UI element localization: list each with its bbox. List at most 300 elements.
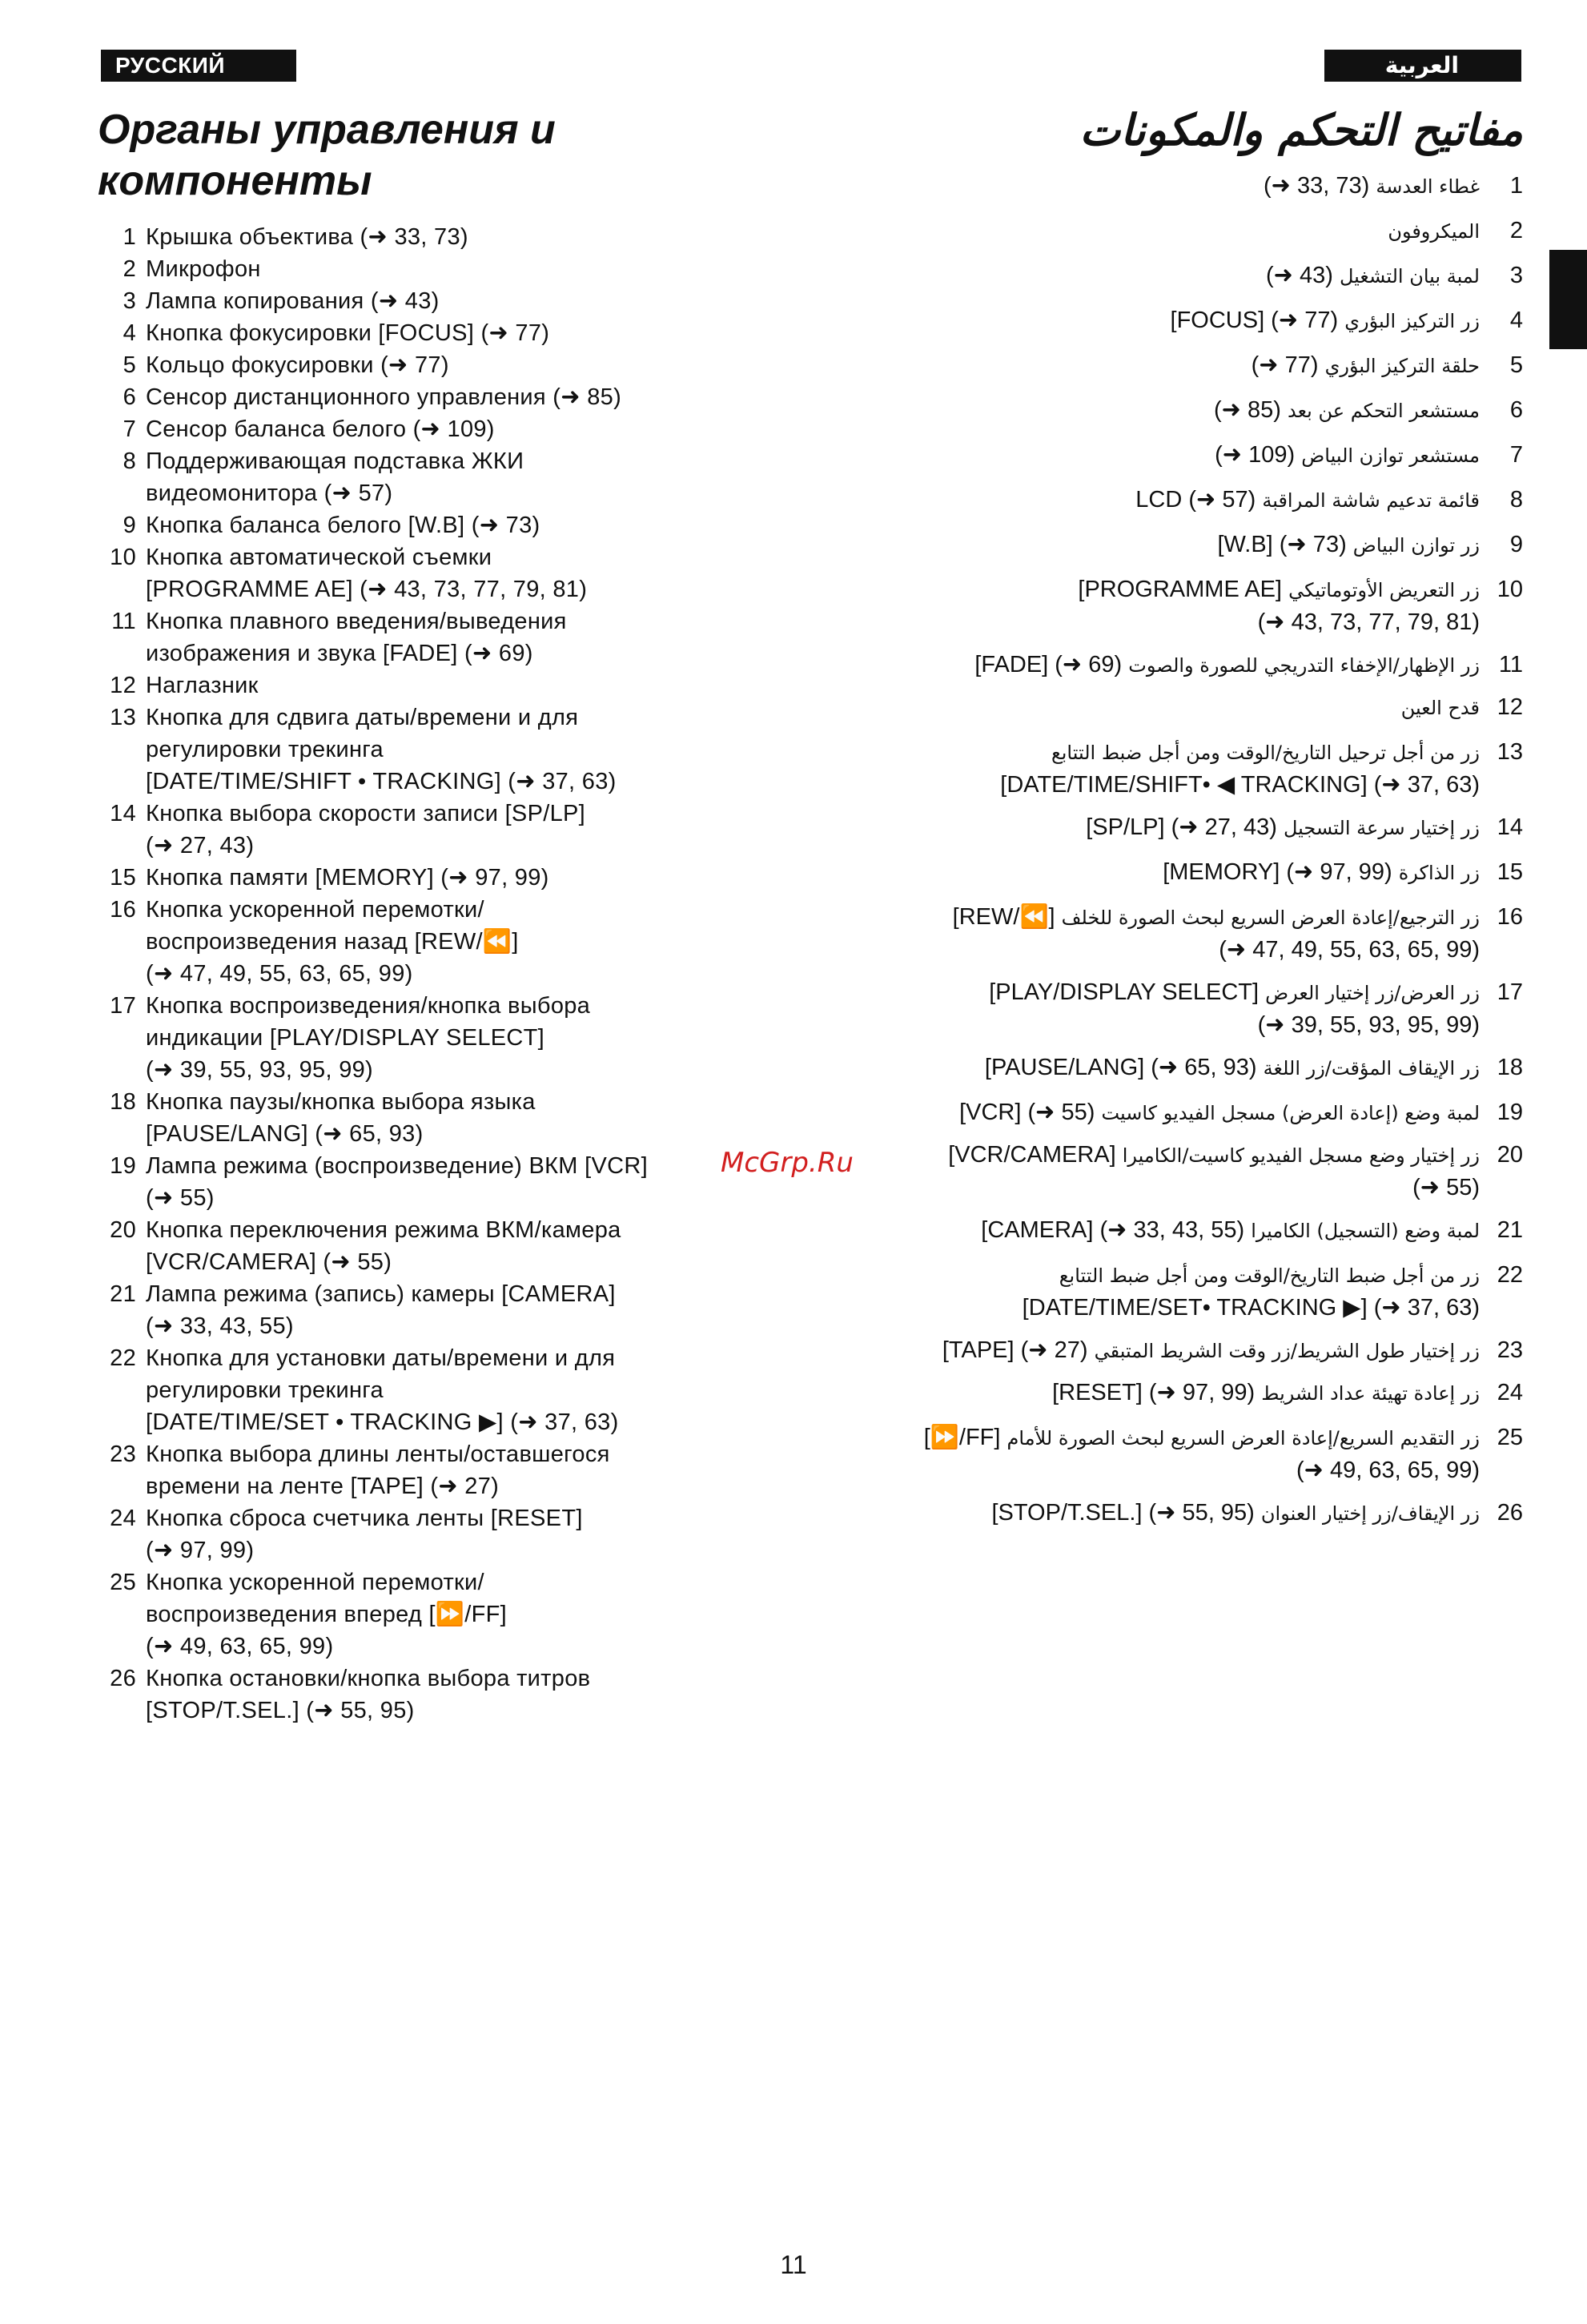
item-number: 15	[110, 865, 136, 891]
item-number: 20	[1497, 1142, 1523, 1168]
item-text-line	[1086, 814, 1480, 840]
item-text-line	[1412, 1175, 1480, 1200]
language-tab-arabic: العربية	[1324, 50, 1521, 82]
list-item	[834, 439, 1523, 472]
item-reference: [REW/⏪]	[952, 904, 1055, 930]
item-reference: [W.B] (➜ 73)	[1217, 532, 1347, 557]
list-item	[834, 1377, 1523, 1409]
list-item	[834, 1214, 1523, 1247]
item-arabic-label: لمبة وضع (إعادة العرض) مسجل الفيديو كاسيت	[1101, 1102, 1480, 1124]
item-arabic-label: زر الإيقاف المؤقت/زر اللغة	[1263, 1057, 1480, 1080]
item-text	[146, 669, 802, 702]
item-arabic-label: زر من أجل ترحيل التاريخ/الوقت ومن أجل ضبط التتابع	[1051, 742, 1480, 764]
item-text-line: [STOP/T.SEL.] (➜ 55, 95)	[146, 1698, 415, 1723]
item-number: 3	[123, 288, 136, 314]
item-text-line	[1059, 1262, 1480, 1288]
item-text	[146, 1438, 802, 1502]
list-item	[98, 1566, 898, 1663]
item-number: 6	[123, 384, 136, 410]
list-item	[98, 990, 898, 1086]
list-item	[98, 349, 898, 381]
item-text-line: (➜ 97, 99)	[146, 1538, 255, 1563]
item-text	[146, 1663, 802, 1727]
item-text-line	[1217, 532, 1480, 557]
item-reference: [FOCUS] (➜ 77)	[1170, 308, 1339, 333]
item-text-line: Сенсор дистанционного управления (➜ 85)	[146, 384, 622, 410]
item-number: 23	[1497, 1337, 1523, 1363]
item-number: 9	[1509, 532, 1523, 557]
item-reference: (➜ 33, 73)	[1264, 173, 1370, 199]
item-text	[834, 1051, 1494, 1084]
list-item	[98, 381, 898, 413]
item-text	[146, 349, 802, 381]
list-item	[98, 1502, 898, 1566]
item-text	[146, 1278, 802, 1342]
item-number: 26	[1497, 1500, 1523, 1526]
item-text	[834, 484, 1494, 517]
item-number: 13	[110, 705, 136, 730]
item-text	[834, 1377, 1494, 1409]
item-text-line: Кнопка сброса счетчика ленты [RESET]	[146, 1506, 583, 1531]
item-number: 25	[110, 1570, 136, 1595]
list-item	[834, 573, 1523, 639]
item-number: 16	[1497, 904, 1523, 930]
item-arabic-label: زر توازن البياض	[1352, 534, 1480, 557]
item-text	[146, 509, 802, 541]
item-text-line: Лампа режима (запись) камеры [CAMERA]	[146, 1281, 616, 1307]
item-text-line	[1052, 1380, 1480, 1405]
item-text-line: (➜ 27, 43)	[146, 833, 255, 858]
item-text-line	[1219, 937, 1480, 963]
list-item	[834, 736, 1523, 802]
item-text-line	[1051, 739, 1480, 765]
item-text-line	[1296, 1458, 1480, 1483]
item-arabic-label: زر التعريض الأوتوماتيكي	[1288, 579, 1480, 601]
item-number: 7	[123, 416, 136, 442]
item-number: 2	[123, 256, 136, 282]
arabic-component-list	[834, 170, 1523, 1542]
item-reference: [DATE/TIME/SHIFT• ◀ TRACKING] (➜ 37, 63)	[1000, 772, 1480, 798]
item-text-line: Поддерживающая подставка ЖКИ	[146, 448, 524, 474]
item-number: 26	[110, 1666, 136, 1691]
item-reference: (➜ 47, 49, 55, 63, 65, 99)	[1219, 937, 1480, 963]
list-item	[834, 215, 1523, 247]
item-text-line: (➜ 49, 63, 65, 99)	[146, 1634, 334, 1659]
item-text-line: Кнопка остановки/кнопка выбора титров	[146, 1666, 591, 1691]
item-text-line	[1401, 694, 1480, 720]
item-number: 9	[123, 513, 136, 538]
item-number: 4	[123, 320, 136, 346]
item-text-line	[942, 1337, 1480, 1363]
item-text	[146, 894, 802, 990]
list-item	[98, 221, 898, 253]
item-arabic-label: لمبة وضع (التسجيل) الكاميرا	[1251, 1220, 1480, 1242]
russian-component-list	[98, 221, 898, 1727]
item-text-line: изображения и звука [FADE] (➜ 69)	[146, 641, 533, 666]
item-text-line: Кнопка памяти [MEMORY] (➜ 97, 99)	[146, 865, 549, 891]
item-text-line	[974, 652, 1480, 677]
item-number: 12	[110, 673, 136, 698]
item-text	[834, 349, 1494, 382]
item-number: 8	[123, 448, 136, 474]
item-reference: (➜ 49, 63, 65, 99)	[1296, 1458, 1480, 1483]
list-item	[98, 317, 898, 349]
item-arabic-label: لمبة بيان التشغيل	[1339, 265, 1480, 287]
item-number: 17	[1497, 979, 1523, 1005]
list-item	[834, 349, 1523, 382]
item-text	[834, 1334, 1494, 1367]
item-arabic-label: زر العرض/زر إختيار العرض	[1265, 982, 1480, 1004]
item-reference: (➜ 77)	[1251, 352, 1319, 378]
item-text-line: Кнопка для сдвига даты/времени и для	[146, 705, 579, 730]
list-item	[98, 445, 898, 509]
item-arabic-label: حلقة التركيز البؤري	[1324, 355, 1480, 377]
item-text-line: Кнопка плавного введения/выведения	[146, 609, 567, 634]
list-item	[834, 394, 1523, 427]
item-text-line	[1163, 859, 1480, 885]
item-reference: LCD (➜ 57)	[1135, 487, 1256, 513]
item-reference: [STOP/T.SEL.] (➜ 55, 95)	[991, 1500, 1255, 1526]
item-reference: (➜ 43, 73, 77, 79, 81)	[1257, 609, 1480, 635]
item-text-line: [PROGRAMME AE] (➜ 43, 73, 77, 79, 81)	[146, 577, 588, 602]
item-text	[834, 529, 1494, 561]
item-text-line: Кнопка паузы/кнопка выбора языка	[146, 1089, 536, 1115]
item-number: 19	[110, 1153, 136, 1179]
item-text-line: [DATE/TIME/SHIFT • TRACKING] (➜ 37, 63)	[146, 769, 617, 794]
item-text-line	[1215, 442, 1480, 468]
item-text-line	[948, 1142, 1480, 1168]
item-number: 6	[1509, 397, 1523, 423]
item-text-line: Кнопка для установки даты/времени и для	[146, 1345, 616, 1371]
item-arabic-label: زر التركيز البؤري	[1344, 310, 1480, 332]
item-number: 4	[1509, 308, 1523, 333]
item-arabic-label: زر إختيار سرعة التسجيل	[1283, 817, 1480, 839]
item-number: 22	[110, 1345, 136, 1371]
item-reference: [DATE/TIME/SET• TRACKING ▶] (➜ 37, 63)	[1022, 1295, 1480, 1321]
item-number: 25	[1497, 1425, 1523, 1450]
item-number: 24	[110, 1506, 136, 1531]
list-item	[834, 484, 1523, 517]
item-text-line: времени на ленте [TAPE] (➜ 27)	[146, 1474, 500, 1499]
list-item	[98, 541, 898, 605]
item-number: 1	[1509, 173, 1523, 199]
list-item	[834, 1139, 1523, 1204]
item-reference: [VCR/CAMERA]	[948, 1142, 1116, 1168]
item-reference: [PAUSE/LANG] (➜ 65, 93)	[984, 1055, 1257, 1080]
section-edge-marker	[1549, 250, 1587, 349]
list-item	[98, 413, 898, 445]
item-text	[146, 798, 802, 862]
item-reference: (➜ 39, 55, 93, 95, 99)	[1257, 1012, 1480, 1038]
item-arabic-label: قدح العين	[1400, 697, 1480, 719]
item-text-line: индикации [PLAY/DISPLAY SELECT]	[146, 1025, 545, 1051]
list-item	[98, 669, 898, 702]
russian-title-line1: Органы управления и	[98, 107, 556, 153]
item-text-line	[991, 1500, 1480, 1526]
item-text-line	[985, 1055, 1480, 1080]
item-text	[146, 445, 802, 509]
item-text-line: регулировки трекинга	[146, 737, 384, 762]
item-text-line	[989, 979, 1480, 1005]
list-item	[834, 170, 1523, 203]
item-text-line: Кнопка ускоренной перемотки/	[146, 1570, 484, 1595]
item-reference: [CAMERA] (➜ 33, 43, 55)	[981, 1217, 1245, 1243]
item-arabic-label: مستشعر التحكم عن بعد	[1287, 400, 1480, 422]
item-text-line: регулировки трекинга	[146, 1377, 384, 1403]
item-text	[834, 811, 1494, 844]
list-item	[98, 1438, 898, 1502]
item-text-line: видеомонитора (➜ 57)	[146, 480, 393, 506]
item-reference: [PLAY/DISPLAY SELECT]	[989, 979, 1260, 1005]
arabic-title: مفاتيح التحكم والمكونات	[1079, 105, 1523, 155]
list-item	[834, 691, 1523, 724]
item-arabic-label: زر الإظهار/الإخفاء التدريجي للصورة والصوت	[1128, 654, 1480, 677]
russian-title	[98, 104, 722, 207]
item-number: 13	[1497, 739, 1523, 765]
item-text-line	[1264, 173, 1480, 199]
item-number: 18	[110, 1089, 136, 1115]
list-item	[834, 976, 1523, 1042]
item-text	[834, 394, 1494, 427]
item-text-line	[1078, 577, 1480, 602]
list-item	[834, 811, 1523, 844]
list-item	[834, 901, 1523, 967]
item-text	[834, 901, 1494, 967]
item-reference: (➜ 43)	[1265, 263, 1333, 288]
item-text	[146, 1342, 802, 1438]
item-reference: [MEMORY] (➜ 97, 99)	[1163, 859, 1392, 885]
item-number: 17	[110, 993, 136, 1019]
item-text-line: (➜ 55)	[146, 1185, 215, 1211]
item-number: 12	[1497, 694, 1523, 720]
list-item	[98, 285, 898, 317]
item-text-line	[1388, 218, 1480, 243]
item-text	[146, 253, 802, 285]
item-number: 21	[110, 1281, 136, 1307]
item-number: 14	[1497, 814, 1523, 840]
list-item	[98, 702, 898, 798]
item-reference: (➜ 109)	[1215, 442, 1296, 468]
item-text-line: Кнопка выбора длины ленты/оставшегося	[146, 1441, 610, 1467]
list-item	[834, 856, 1523, 889]
page-number: 11	[780, 2250, 807, 2279]
item-reference: [PROGRAMME AE]	[1078, 577, 1282, 602]
item-number: 21	[1497, 1217, 1523, 1243]
list-item	[98, 1342, 898, 1438]
item-arabic-label: قائمة تدعيم شاشة المراقبة	[1262, 489, 1480, 512]
item-text-line: (➜ 33, 43, 55)	[146, 1313, 294, 1339]
item-text-line: Кнопка баланса белого [W.B] (➜ 73)	[146, 513, 540, 538]
item-text-line	[1000, 772, 1480, 798]
item-text-line: Кнопка фокусировки [FOCUS] (➜ 77)	[146, 320, 550, 346]
item-reference: [VCR] (➜ 55)	[959, 1100, 1095, 1125]
list-item	[98, 1663, 898, 1727]
item-text-line: Кольцо фокусировки (➜ 77)	[146, 352, 449, 378]
item-text	[146, 221, 802, 253]
item-number: 2	[1509, 218, 1523, 243]
item-reference: (➜ 55)	[1412, 1175, 1480, 1200]
item-number: 5	[123, 352, 136, 378]
list-item	[98, 509, 898, 541]
item-text	[834, 1259, 1494, 1325]
item-text	[834, 1096, 1494, 1129]
item-text-line	[1135, 487, 1480, 513]
list-item	[98, 605, 898, 669]
item-text	[146, 862, 802, 894]
item-text	[146, 1150, 802, 1214]
item-text	[834, 170, 1494, 203]
list-item	[98, 798, 898, 862]
item-number: 16	[110, 897, 136, 923]
list-item	[98, 1086, 898, 1150]
item-reference: (➜ 85)	[1213, 397, 1281, 423]
item-text	[146, 1566, 802, 1663]
item-number: 19	[1497, 1100, 1523, 1125]
item-text-line	[1214, 397, 1480, 423]
item-arabic-label: غطاء العدسة	[1376, 175, 1480, 198]
item-text	[834, 856, 1494, 889]
item-text-line: Кнопка переключения режима ВКМ/камера	[146, 1217, 621, 1243]
item-number: 7	[1509, 442, 1523, 468]
list-item	[834, 1497, 1523, 1530]
item-number: 5	[1509, 352, 1523, 378]
item-text	[834, 1214, 1494, 1247]
item-arabic-label: زر إعادة تهيئة عداد الشريط	[1261, 1382, 1480, 1405]
russian-title-line2: компоненты	[98, 158, 372, 204]
item-text	[146, 381, 802, 413]
item-text-line: Микрофон	[146, 256, 261, 282]
item-number: 8	[1509, 487, 1523, 513]
item-text-line: Лампа копирования (➜ 43)	[146, 288, 440, 314]
list-item	[98, 1278, 898, 1342]
item-text-line: [PAUSE/LANG] (➜ 65, 93)	[146, 1121, 424, 1147]
list-item	[834, 259, 1523, 292]
item-text-line: Сенсор баланса белого (➜ 109)	[146, 416, 495, 442]
item-number: 14	[110, 801, 136, 826]
item-text-line	[1171, 308, 1480, 333]
list-item	[834, 649, 1523, 682]
item-text-line	[953, 904, 1480, 930]
item-text	[146, 1214, 802, 1278]
item-text	[146, 317, 802, 349]
item-text-line: Кнопка выбора скорости записи [SP/LP]	[146, 801, 586, 826]
item-number: 10	[110, 545, 136, 570]
item-text-line: Кнопка автоматической съемки	[146, 545, 492, 570]
item-number: 10	[1497, 577, 1523, 602]
item-arabic-label: زر التقديم السريع/إعادة العرض السريع لبحث الصورة للأمام	[1006, 1427, 1480, 1449]
list-item	[834, 1051, 1523, 1084]
item-text-line	[1258, 609, 1480, 635]
item-arabic-label: زر الترجيع/إعادة العرض السريع لبحث الصورة للخلف	[1061, 907, 1480, 929]
item-text	[834, 691, 1494, 724]
item-number: 3	[1509, 263, 1523, 288]
item-arabic-label: زر الإيقاف/زر إختيار العنوان	[1260, 1502, 1480, 1525]
item-text	[834, 1497, 1494, 1530]
item-text	[834, 976, 1494, 1042]
item-arabic-label: زر من أجل ضبط التاريخ/الوقت ومن أجل ضبط التتابع	[1059, 1265, 1480, 1287]
item-reference: [TAPE] (➜ 27)	[942, 1337, 1088, 1363]
item-text	[834, 215, 1494, 247]
item-text	[834, 439, 1494, 472]
item-text-line	[1266, 263, 1480, 288]
list-item	[98, 862, 898, 894]
item-text-line: Кнопка воспроизведения/кнопка выбора	[146, 993, 591, 1019]
item-text-line	[981, 1217, 1480, 1243]
language-tab-russian: РУССКИЙ ЯЗЫК	[101, 50, 296, 82]
item-text-line	[959, 1100, 1480, 1125]
item-text-line: Крышка объектива (➜ 33, 73)	[146, 224, 468, 250]
watermark: McGrp.Ru	[721, 1147, 854, 1179]
list-item	[834, 1259, 1523, 1325]
item-reference: [RESET] (➜ 97, 99)	[1052, 1380, 1256, 1405]
item-text-line: (➜ 47, 49, 55, 63, 65, 99)	[146, 961, 413, 987]
list-item	[834, 304, 1523, 337]
item-number: 11	[111, 609, 136, 634]
item-text-line: [VCR/CAMERA] (➜ 55)	[146, 1249, 392, 1275]
item-text	[834, 736, 1494, 802]
list-item	[98, 253, 898, 285]
item-reference: [FADE] (➜ 69)	[974, 652, 1123, 677]
item-text-line: Кнопка ускоренной перемотки/	[146, 897, 484, 923]
item-text-line: Лампа режима (воспроизведение) ВКМ [VCR]	[146, 1153, 648, 1179]
item-number: 24	[1497, 1380, 1523, 1405]
item-number: 20	[110, 1217, 136, 1243]
list-item	[834, 1096, 1523, 1129]
item-text	[146, 1502, 802, 1566]
item-text	[834, 649, 1494, 682]
item-text-line: (➜ 39, 55, 93, 95, 99)	[146, 1057, 374, 1083]
list-item	[98, 1214, 898, 1278]
item-reference: [⏩/FF]	[923, 1425, 1001, 1450]
list-item	[834, 1334, 1523, 1367]
item-number: 23	[110, 1441, 136, 1467]
list-item	[834, 529, 1523, 561]
item-arabic-label: زر الذاكرة	[1398, 862, 1480, 884]
item-arabic-label: زر إختيار طول الشريط/زر وقت الشريط المتبقي	[1094, 1340, 1480, 1362]
item-text-line	[1023, 1295, 1480, 1321]
item-text	[146, 702, 802, 798]
item-number: 15	[1497, 859, 1523, 885]
item-number: 1	[123, 224, 136, 250]
item-text-line: Наглазник	[146, 673, 259, 698]
item-arabic-label: الميكروفون	[1388, 220, 1480, 243]
item-reference: [SP/LP] (➜ 27, 43)	[1086, 814, 1277, 840]
item-text	[146, 1086, 802, 1150]
item-text-line	[1252, 352, 1480, 378]
item-arabic-label: زر إختيار وضع مسجل الفيديو كاسيت/الكاميرا	[1122, 1144, 1480, 1167]
item-text	[146, 413, 802, 445]
item-text	[834, 304, 1494, 337]
item-text-line	[1258, 1012, 1480, 1038]
item-text	[146, 541, 802, 605]
item-number: 22	[1497, 1262, 1523, 1288]
list-item	[98, 894, 898, 990]
list-item	[834, 1421, 1523, 1487]
item-text	[834, 1139, 1494, 1204]
item-text-line: воспроизведения назад [REW/⏪]	[146, 929, 519, 955]
item-text	[146, 285, 802, 317]
item-arabic-label: مستشعر توازن البياض	[1301, 444, 1480, 467]
item-number: 18	[1497, 1055, 1523, 1080]
item-text	[146, 605, 802, 669]
item-text	[834, 573, 1494, 639]
item-text-line: воспроизведения вперед [⏩/FF]	[146, 1602, 508, 1627]
item-text-line: [DATE/TIME/SET • TRACKING ▶] (➜ 37, 63)	[146, 1409, 619, 1435]
item-number: 11	[1498, 652, 1523, 677]
item-text	[834, 259, 1494, 292]
item-text-line	[924, 1425, 1480, 1450]
item-text	[834, 1421, 1494, 1487]
